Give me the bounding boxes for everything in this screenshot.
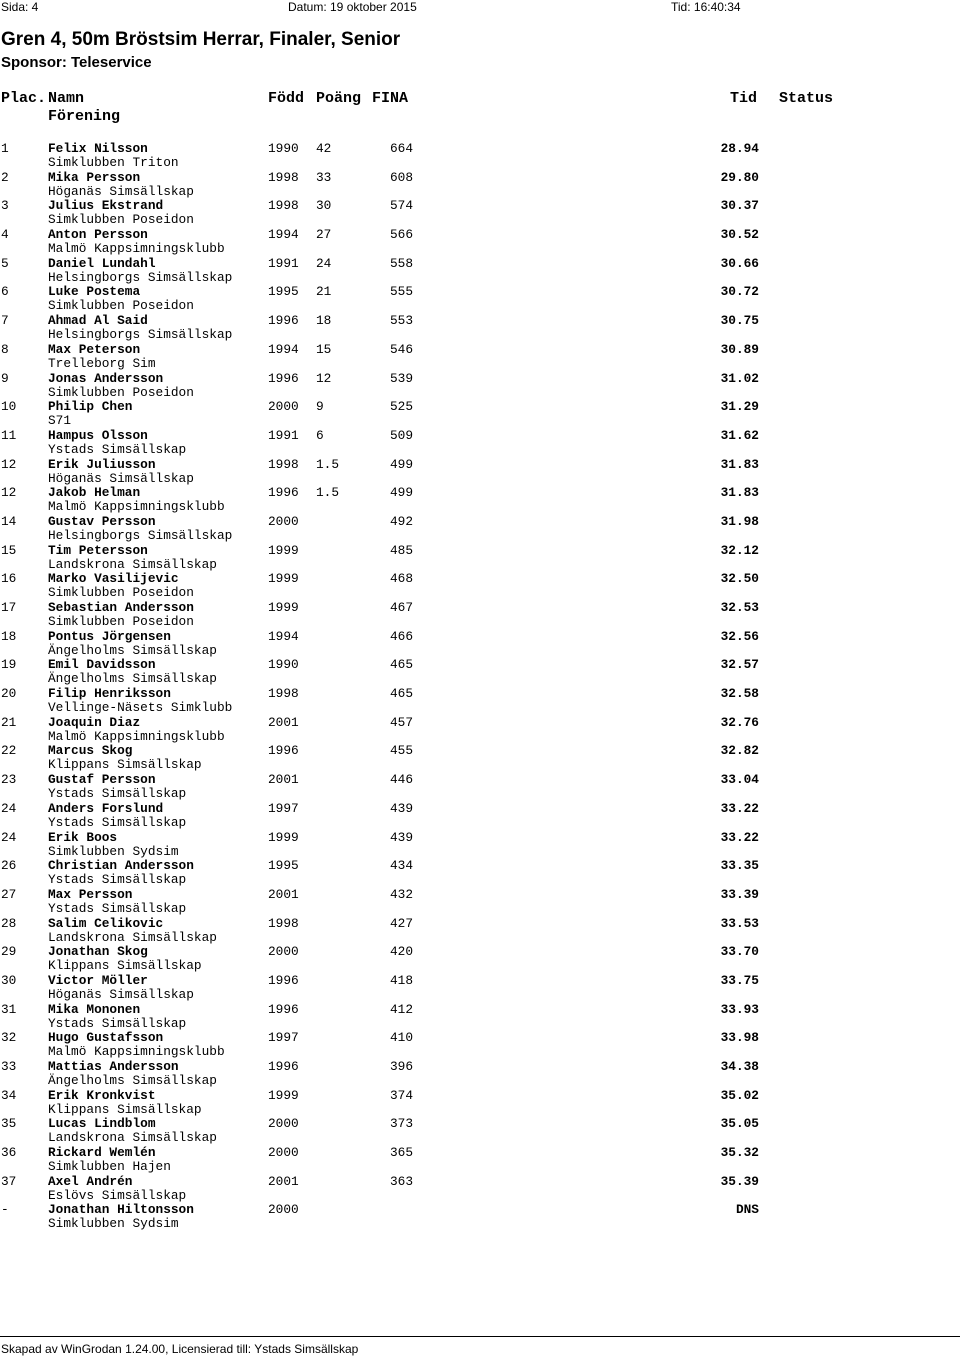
swimmer-name: Hampus Olsson bbox=[48, 427, 148, 443]
birth-year: 1998 bbox=[268, 686, 299, 702]
club-name: Ystads Simsällskap bbox=[48, 900, 187, 916]
page-number: Sida: 4 bbox=[1, 0, 39, 14]
result-time: 31.29 bbox=[720, 399, 759, 415]
result-time: 30.89 bbox=[720, 341, 759, 357]
swimmer-name: Philip Chen bbox=[48, 399, 133, 415]
column-header-plac: Plac. bbox=[1, 90, 47, 107]
swimmer-name: Rickard Wemlén bbox=[48, 1145, 156, 1161]
swimmer-name: Erik Kronkvist bbox=[48, 1087, 156, 1103]
birth-year: 1990 bbox=[268, 141, 299, 156]
points: 1.5 bbox=[316, 485, 340, 501]
swimmer-name: Tim Petersson bbox=[48, 542, 148, 558]
result-placement: 24 bbox=[1, 800, 17, 816]
points: 6 bbox=[316, 427, 324, 443]
result-row bbox=[0, 1175, 960, 1204]
birth-year: 1998 bbox=[268, 169, 299, 185]
points: 42 bbox=[316, 141, 332, 156]
birth-year: 1991 bbox=[268, 255, 299, 271]
result-row bbox=[0, 630, 960, 659]
birth-year: 1995 bbox=[268, 284, 299, 300]
result-row bbox=[0, 429, 960, 458]
swimmer-name: Jonas Andersson bbox=[48, 370, 164, 386]
fina-points: 664 bbox=[390, 141, 414, 156]
birth-year: 1991 bbox=[268, 427, 299, 443]
result-row bbox=[0, 888, 960, 917]
result-time: 32.50 bbox=[720, 571, 759, 587]
result-placement: 16 bbox=[1, 571, 17, 587]
result-time: 32.57 bbox=[720, 657, 759, 673]
result-time: 28.94 bbox=[720, 141, 759, 156]
result-row bbox=[0, 228, 960, 257]
result-row bbox=[0, 744, 960, 773]
result-placement: 5 bbox=[1, 255, 9, 271]
result-placement: 9 bbox=[1, 370, 9, 386]
birth-year: 1999 bbox=[268, 542, 299, 558]
result-placement: 32 bbox=[1, 1030, 17, 1046]
swimmer-name: Felix Nilsson bbox=[48, 141, 148, 156]
club-name: Malmö Kappsimningsklubb bbox=[48, 728, 225, 744]
fina-points: 558 bbox=[390, 255, 414, 271]
result-placement: 1 bbox=[1, 141, 9, 156]
birth-year: 1997 bbox=[268, 800, 299, 816]
fina-points: 363 bbox=[390, 1173, 414, 1189]
result-row bbox=[0, 1146, 960, 1175]
club-name: Simklubben Sydsim bbox=[48, 843, 179, 859]
club-name: Eslövs Simsällskap bbox=[48, 1187, 187, 1203]
print-time: Tid: 16:40:34 bbox=[671, 0, 741, 14]
points: 12 bbox=[316, 370, 332, 386]
result-row bbox=[0, 257, 960, 286]
result-time: 35.39 bbox=[720, 1173, 759, 1189]
club-name: Ystads Simsällskap bbox=[48, 786, 187, 802]
result-placement: 8 bbox=[1, 341, 9, 357]
birth-year: 1999 bbox=[268, 829, 299, 845]
birth-year: 1998 bbox=[268, 456, 299, 472]
result-placement: 23 bbox=[1, 772, 17, 788]
points: 24 bbox=[316, 255, 332, 271]
points: 15 bbox=[316, 341, 332, 357]
points: 30 bbox=[316, 198, 332, 214]
fina-points: 566 bbox=[390, 227, 414, 243]
birth-year: 2001 bbox=[268, 1173, 299, 1189]
result-time: 30.52 bbox=[720, 227, 759, 243]
fina-points: 499 bbox=[390, 456, 414, 472]
footer-credit: Skapad av WinGrodan 1.24.00, Licensierad till: Ystads Simsällskap bbox=[1, 1342, 359, 1356]
birth-year: 1996 bbox=[268, 1059, 299, 1074]
column-header-status: Status bbox=[779, 90, 834, 107]
club-name: Ystads Simsällskap bbox=[48, 872, 187, 888]
result-placement: 34 bbox=[1, 1087, 17, 1103]
birth-year: 1994 bbox=[268, 227, 299, 243]
result-time: 33.22 bbox=[720, 800, 759, 816]
swimmer-name: Sebastian Andersson bbox=[48, 600, 194, 615]
swimmer-name: Anders Forslund bbox=[48, 800, 164, 816]
result-time: 32.76 bbox=[720, 714, 759, 730]
result-time: 31.83 bbox=[720, 456, 759, 472]
result-row bbox=[0, 1060, 960, 1089]
birth-year: 1998 bbox=[268, 915, 299, 931]
result-row bbox=[0, 314, 960, 343]
club-name: Klippans Simsällskap bbox=[48, 757, 202, 773]
swimmer-name: Victor Möller bbox=[48, 972, 148, 988]
result-placement: 18 bbox=[1, 628, 17, 644]
result-time: 33.98 bbox=[720, 1030, 759, 1046]
result-placement: 21 bbox=[1, 714, 17, 730]
club-name: Helsingborgs Simsällskap bbox=[48, 327, 233, 343]
result-placement: 35 bbox=[1, 1116, 17, 1132]
result-row bbox=[0, 400, 960, 429]
swimmer-name: Gustaf Persson bbox=[48, 772, 156, 788]
birth-year: 2000 bbox=[268, 399, 299, 415]
result-row bbox=[0, 285, 960, 314]
result-row bbox=[0, 658, 960, 687]
club-name: Landskrona Simsällskap bbox=[48, 929, 217, 945]
fina-points: 434 bbox=[390, 858, 414, 874]
fina-points: 465 bbox=[390, 686, 414, 702]
swimmer-name: Axel Andrén bbox=[48, 1173, 133, 1189]
result-row bbox=[0, 199, 960, 228]
swimmer-name: Salim Celikovic bbox=[48, 915, 164, 931]
birth-year: 1996 bbox=[268, 313, 299, 329]
club-name: Ystads Simsällskap bbox=[48, 1015, 187, 1031]
swimmer-name: Julius Ekstrand bbox=[48, 198, 164, 214]
birth-year: 1998 bbox=[268, 198, 299, 214]
birth-year: 1996 bbox=[268, 370, 299, 386]
result-placement: 33 bbox=[1, 1059, 17, 1074]
result-time: 30.72 bbox=[720, 284, 759, 300]
fina-points: 418 bbox=[390, 972, 414, 988]
club-name: Höganäs Simsällskap bbox=[48, 183, 194, 199]
fina-points: 374 bbox=[390, 1087, 414, 1103]
fina-points: 467 bbox=[390, 600, 414, 615]
result-row bbox=[0, 601, 960, 630]
fina-points: 439 bbox=[390, 800, 414, 816]
column-header-fina: FINA bbox=[372, 90, 409, 107]
club-name: Ängelholms Simsällskap bbox=[48, 671, 217, 687]
result-placement: 37 bbox=[1, 1173, 17, 1189]
result-row bbox=[0, 974, 960, 1003]
result-row bbox=[0, 1203, 960, 1232]
club-name: Ängelholms Simsällskap bbox=[48, 642, 217, 658]
result-placement: 2 bbox=[1, 169, 9, 185]
birth-year: 1997 bbox=[268, 1030, 299, 1046]
swimmer-name: Luke Postema bbox=[48, 284, 141, 300]
swimmer-name: Mattias Andersson bbox=[48, 1059, 179, 1074]
result-time: 33.70 bbox=[720, 944, 759, 960]
result-time: 30.66 bbox=[720, 255, 759, 271]
result-time: 32.58 bbox=[720, 686, 759, 702]
fina-points: 608 bbox=[390, 169, 414, 185]
swimmer-name: Marko Vasilijevic bbox=[48, 571, 179, 587]
fina-points: 546 bbox=[390, 341, 414, 357]
result-placement: 12 bbox=[1, 485, 17, 501]
result-row bbox=[0, 458, 960, 487]
result-row bbox=[0, 831, 960, 860]
fina-points: 539 bbox=[390, 370, 414, 386]
result-time: 33.93 bbox=[720, 1001, 759, 1017]
result-placement: 22 bbox=[1, 743, 17, 759]
result-time: 35.05 bbox=[720, 1116, 759, 1132]
club-name: Helsingborgs Simsällskap bbox=[48, 527, 233, 543]
column-header-poang: Poäng bbox=[316, 90, 362, 107]
birth-year: 1995 bbox=[268, 858, 299, 874]
fina-points: 485 bbox=[390, 542, 414, 558]
result-placement: 24 bbox=[1, 829, 17, 845]
column-headers bbox=[0, 90, 960, 130]
club-name: Ystads Simsällskap bbox=[48, 441, 187, 457]
club-name: Landskrona Simsällskap bbox=[48, 1130, 217, 1146]
result-row bbox=[0, 945, 960, 974]
result-placement: - bbox=[1, 1202, 9, 1218]
birth-year: 2000 bbox=[268, 944, 299, 960]
club-name: Helsingborgs Simsällskap bbox=[48, 269, 233, 285]
swimmer-name: Marcus Skog bbox=[48, 743, 133, 759]
fina-points: 555 bbox=[390, 284, 414, 300]
result-row bbox=[0, 716, 960, 745]
points: 21 bbox=[316, 284, 332, 300]
club-name: Höganäs Simsällskap bbox=[48, 470, 194, 486]
result-row bbox=[0, 343, 960, 372]
fina-points: 499 bbox=[390, 485, 414, 501]
fina-points: 468 bbox=[390, 571, 414, 587]
club-name: Malmö Kappsimningsklubb bbox=[48, 1044, 225, 1060]
result-placement: 12 bbox=[1, 456, 17, 472]
event-title: Gren 4, 50m Bröstsim Herrar, Finaler, Senior bbox=[1, 29, 401, 50]
result-time: 33.22 bbox=[720, 829, 759, 845]
result-time: 31.62 bbox=[720, 427, 759, 443]
birth-year: 2000 bbox=[268, 1145, 299, 1161]
column-header-forening: Förening bbox=[48, 108, 121, 125]
column-header-tid: Tid bbox=[730, 90, 758, 107]
club-name: Trelleborg Sim bbox=[48, 355, 156, 371]
fina-points: 574 bbox=[390, 198, 414, 214]
result-time: 31.98 bbox=[720, 513, 759, 529]
club-name: Simklubben Poseidon bbox=[48, 614, 194, 629]
swimmer-name: Jakob Helman bbox=[48, 485, 141, 501]
result-placement: 20 bbox=[1, 686, 17, 702]
club-name: S71 bbox=[48, 413, 72, 429]
result-row bbox=[0, 1117, 960, 1146]
event-title-block bbox=[1, 29, 400, 72]
result-row bbox=[0, 773, 960, 802]
club-name: Vellinge-Näsets Simklubb bbox=[48, 700, 233, 716]
club-name: Ystads Simsällskap bbox=[48, 814, 187, 830]
column-header-namn: Namn bbox=[48, 90, 85, 107]
result-time: 35.02 bbox=[720, 1087, 759, 1103]
points: 1.5 bbox=[316, 456, 340, 472]
result-time: 33.35 bbox=[720, 858, 759, 874]
result-placement: 19 bbox=[1, 657, 17, 673]
fina-points: 432 bbox=[390, 886, 414, 902]
fina-points: 412 bbox=[390, 1001, 414, 1017]
birth-year: 1999 bbox=[268, 571, 299, 587]
print-date: Datum: 19 oktober 2015 bbox=[288, 0, 417, 14]
points: 18 bbox=[316, 313, 332, 329]
result-placement: 36 bbox=[1, 1145, 17, 1161]
birth-year: 1996 bbox=[268, 972, 299, 988]
result-row bbox=[0, 1089, 960, 1118]
result-time: 32.56 bbox=[720, 628, 759, 644]
result-time: 32.53 bbox=[720, 600, 759, 615]
club-name: Höganäs Simsällskap bbox=[48, 986, 194, 1002]
page-header bbox=[0, 0, 960, 14]
swimmer-name: Ahmad Al Said bbox=[48, 313, 148, 329]
result-row bbox=[0, 687, 960, 716]
swimmer-name: Max Peterson bbox=[48, 341, 141, 357]
event-sponsor: Sponsor: Teleservice bbox=[1, 54, 152, 71]
result-row bbox=[0, 142, 960, 171]
birth-year: 2001 bbox=[268, 886, 299, 902]
fina-points: 492 bbox=[390, 513, 414, 529]
result-placement: 29 bbox=[1, 944, 17, 960]
result-placement: 31 bbox=[1, 1001, 17, 1017]
birth-year: 1994 bbox=[268, 628, 299, 644]
club-name: Simklubben Hajen bbox=[48, 1159, 171, 1175]
fina-points: 446 bbox=[390, 772, 414, 788]
result-row bbox=[0, 515, 960, 544]
points: 9 bbox=[316, 399, 324, 415]
column-header-fodd: Född bbox=[268, 90, 305, 107]
fina-points: 365 bbox=[390, 1145, 414, 1161]
club-name: Ängelholms Simsällskap bbox=[48, 1073, 217, 1088]
swimmer-name: Pontus Jörgensen bbox=[48, 628, 171, 644]
result-time: 29.80 bbox=[720, 169, 759, 185]
result-placement: 30 bbox=[1, 972, 17, 988]
club-name: Simklubben Triton bbox=[48, 155, 179, 170]
fina-points: 465 bbox=[390, 657, 414, 673]
birth-year: 2001 bbox=[268, 714, 299, 730]
result-row bbox=[0, 171, 960, 200]
club-name: Klippans Simsällskap bbox=[48, 958, 202, 974]
swimmer-name: Christian Andersson bbox=[48, 858, 194, 874]
swimmer-name: Jonathan Skog bbox=[48, 944, 148, 960]
result-placement: 10 bbox=[1, 399, 17, 415]
club-name: Simklubben Poseidon bbox=[48, 384, 194, 400]
birth-year: 1994 bbox=[268, 341, 299, 357]
result-placement: 3 bbox=[1, 198, 9, 214]
result-placement: 15 bbox=[1, 542, 17, 558]
result-row bbox=[0, 1003, 960, 1032]
result-placement: 7 bbox=[1, 313, 9, 329]
result-placement: 11 bbox=[1, 427, 17, 443]
birth-year: 2000 bbox=[268, 513, 299, 529]
result-placement: 17 bbox=[1, 600, 17, 615]
result-time: 34.38 bbox=[720, 1059, 759, 1074]
birth-year: 2001 bbox=[268, 772, 299, 788]
club-name: Simklubben Poseidon bbox=[48, 212, 194, 228]
points: 33 bbox=[316, 169, 332, 185]
birth-year: 1999 bbox=[268, 600, 299, 615]
result-time: 30.37 bbox=[720, 198, 759, 214]
results-list bbox=[0, 142, 960, 1232]
points: 27 bbox=[316, 227, 332, 243]
swimmer-name: Joaquin Diaz bbox=[48, 714, 141, 730]
result-time: 31.02 bbox=[720, 370, 759, 386]
result-time: 33.53 bbox=[720, 915, 759, 931]
swimmer-name: Gustav Persson bbox=[48, 513, 156, 529]
swimmer-name: Anton Persson bbox=[48, 227, 148, 243]
swimmer-name: Emil Davidsson bbox=[48, 657, 156, 673]
fina-points: 455 bbox=[390, 743, 414, 759]
result-time: 33.75 bbox=[720, 972, 759, 988]
result-row bbox=[0, 802, 960, 831]
fina-points: 420 bbox=[390, 944, 414, 960]
birth-year: 1999 bbox=[268, 1087, 299, 1103]
fina-points: 410 bbox=[390, 1030, 414, 1046]
result-time: 32.82 bbox=[720, 743, 759, 759]
fina-points: 553 bbox=[390, 313, 414, 329]
fina-points: 457 bbox=[390, 714, 414, 730]
swimmer-name: Mika Persson bbox=[48, 169, 141, 185]
birth-year: 2000 bbox=[268, 1116, 299, 1132]
birth-year: 1996 bbox=[268, 485, 299, 501]
result-time: 35.32 bbox=[720, 1145, 759, 1161]
result-row bbox=[0, 486, 960, 515]
result-row bbox=[0, 859, 960, 888]
result-time: 32.12 bbox=[720, 542, 759, 558]
swimmer-name: Lucas Lindblom bbox=[48, 1116, 156, 1132]
club-name: Simklubben Poseidon bbox=[48, 298, 194, 314]
club-name: Klippans Simsällskap bbox=[48, 1101, 202, 1117]
club-name: Simklubben Sydsim bbox=[48, 1216, 179, 1232]
result-placement: 6 bbox=[1, 284, 9, 300]
result-row bbox=[0, 917, 960, 946]
swimmer-name: Max Persson bbox=[48, 886, 133, 902]
result-time: DNS bbox=[735, 1202, 759, 1218]
fina-points: 439 bbox=[390, 829, 414, 845]
result-placement: 27 bbox=[1, 886, 17, 902]
club-name: Simklubben Poseidon bbox=[48, 585, 194, 601]
result-placement: 4 bbox=[1, 227, 9, 243]
swimmer-name: Jonathan Hiltonsson bbox=[48, 1202, 194, 1218]
fina-points: 466 bbox=[390, 628, 414, 644]
result-placement: 28 bbox=[1, 915, 17, 931]
result-row bbox=[0, 544, 960, 573]
result-time: 31.83 bbox=[720, 485, 759, 501]
fina-points: 509 bbox=[390, 427, 414, 443]
swimmer-name: Hugo Gustafsson bbox=[48, 1030, 164, 1046]
result-time: 30.75 bbox=[720, 313, 759, 329]
result-row bbox=[0, 1031, 960, 1060]
swimmer-name: Daniel Lundahl bbox=[48, 255, 156, 271]
fina-points: 396 bbox=[390, 1059, 414, 1074]
result-placement: 14 bbox=[1, 513, 17, 529]
result-time: 33.04 bbox=[720, 772, 759, 788]
result-placement: 26 bbox=[1, 858, 17, 874]
birth-year: 1990 bbox=[268, 657, 299, 673]
footer-divider bbox=[0, 1336, 960, 1337]
birth-year: 1996 bbox=[268, 743, 299, 759]
fina-points: 427 bbox=[390, 915, 414, 931]
swimmer-name: Filip Henriksson bbox=[48, 686, 171, 702]
swimmer-name: Mika Mononen bbox=[48, 1001, 141, 1017]
club-name: Landskrona Simsällskap bbox=[48, 556, 217, 572]
swimmer-name: Erik Boos bbox=[48, 829, 118, 845]
birth-year: 2000 bbox=[268, 1202, 299, 1218]
result-row bbox=[0, 372, 960, 401]
fina-points: 525 bbox=[390, 399, 414, 415]
club-name: Malmö Kappsimningsklubb bbox=[48, 241, 225, 257]
result-row bbox=[0, 572, 960, 601]
result-time: 33.39 bbox=[720, 886, 759, 902]
club-name: Malmö Kappsimningsklubb bbox=[48, 499, 225, 515]
fina-points: 373 bbox=[390, 1116, 414, 1132]
birth-year: 1996 bbox=[268, 1001, 299, 1017]
swimmer-name: Erik Juliusson bbox=[48, 456, 156, 472]
